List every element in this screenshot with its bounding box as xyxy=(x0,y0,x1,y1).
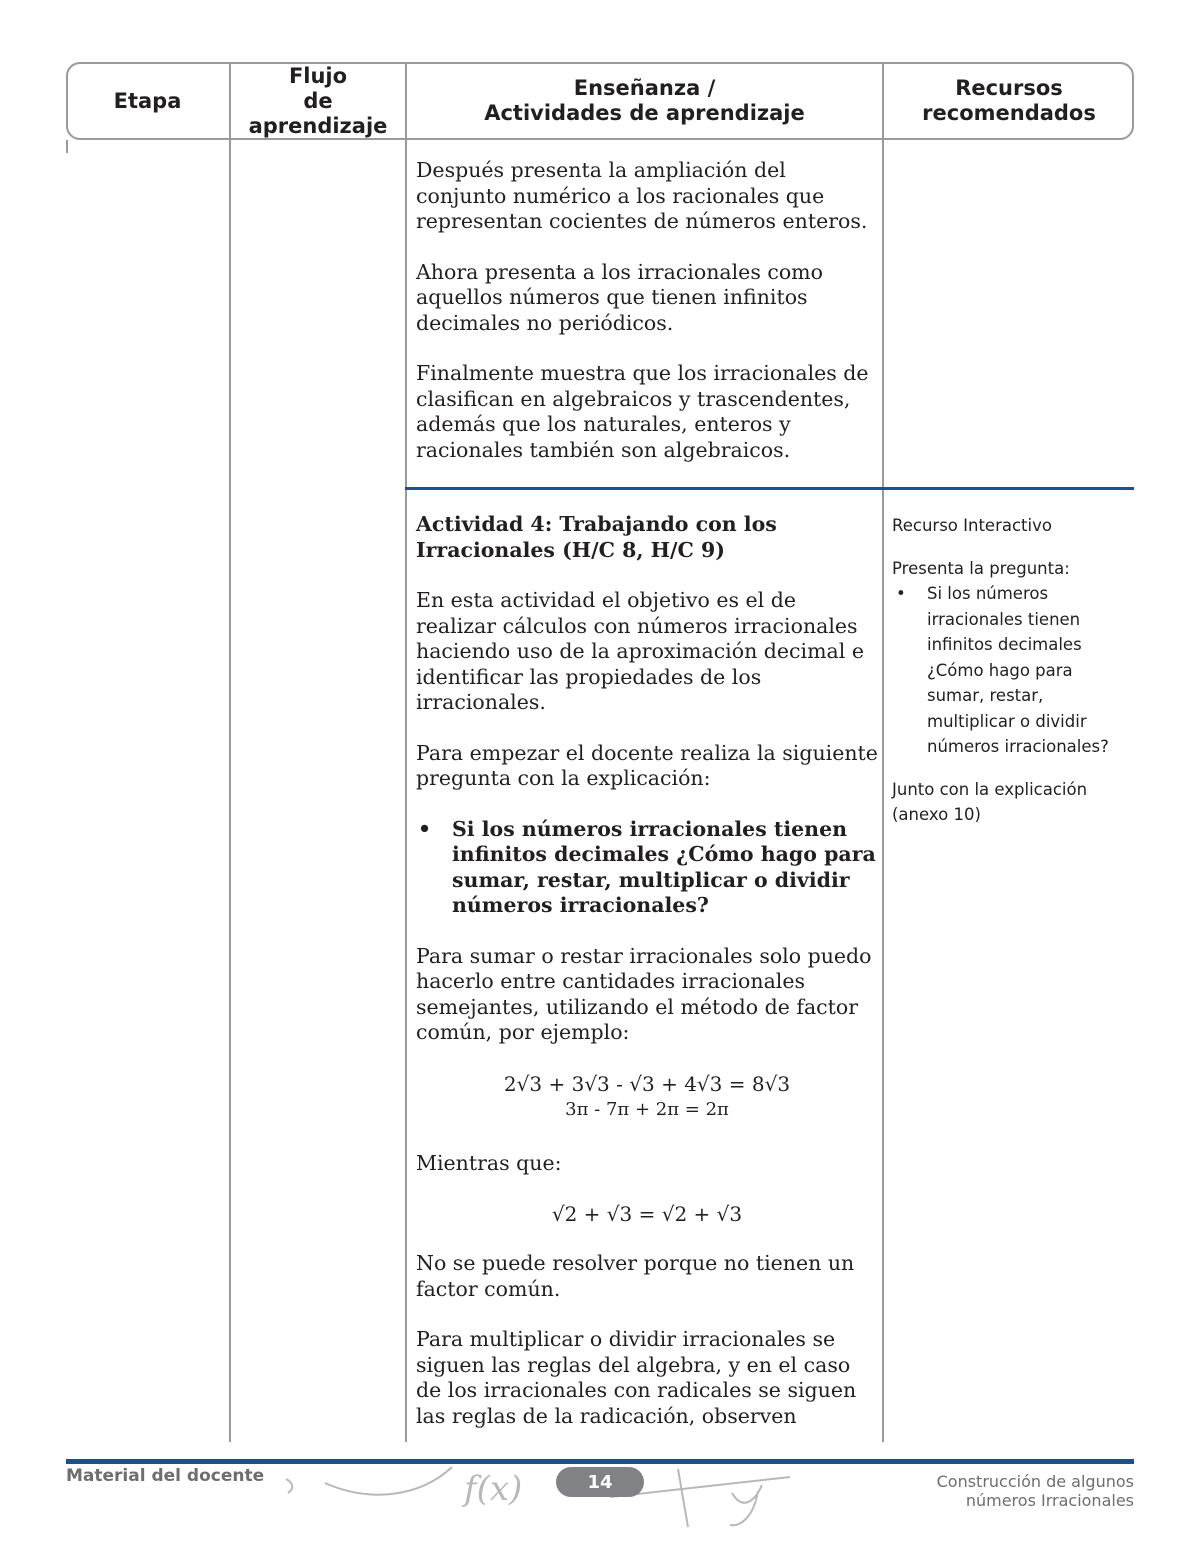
header-ensenanza xyxy=(407,62,882,140)
section2-content-bottom xyxy=(416,1251,880,1454)
header-ensenanza-line2: Actividades de aprendizaje xyxy=(484,101,805,125)
section1-paragraph-3: Finalmente muestra que los irracionales de clasifican en algebraicos y trascendentes, además que los naturales, enteros y racionales también son algebraicos. xyxy=(416,361,869,462)
activity-title: Actividad 4: Trabajando con los Irracionales (H/C 8, H/C 9) xyxy=(416,512,777,562)
header-ensenanza-line1: Enseñanza / xyxy=(573,76,716,100)
header-recursos-line2: recomendados xyxy=(922,101,1096,125)
header-flujo-line2: de aprendizaje xyxy=(248,88,388,138)
equation-unlike-roots: √2 + √3 = √2 + √3 xyxy=(551,1202,743,1226)
section2-content xyxy=(416,512,880,1071)
footer-book-title xyxy=(937,1472,1134,1510)
body-divider-2 xyxy=(405,140,407,1442)
header-recursos-line1: Recursos xyxy=(955,76,1063,100)
equation-pi-sum: 3π - 7π + 2π = 2π xyxy=(565,1099,729,1120)
page-number-text: 14 xyxy=(587,1471,613,1493)
header-etapa xyxy=(66,62,229,140)
section1-content xyxy=(416,158,878,488)
header-flujo-line1: Flujo xyxy=(288,63,348,88)
footer-book-title-line2: números Irracionales xyxy=(965,1491,1134,1510)
footer-math-decoration xyxy=(280,1455,800,1535)
section2-paragraph-1: En esta actividad el objetivo es el de realizar cálculos con números irracionales haciendo uso de la aproximación decimal e identificar las propiedades de los irracionales. xyxy=(416,588,864,714)
resources-content xyxy=(892,513,1128,845)
resource-title: Recurso Interactivo xyxy=(892,516,1052,535)
body-divider-1 xyxy=(229,140,231,1442)
section2-paragraph-5: No se puede resolver porque no tienen un factor común. xyxy=(416,1251,855,1301)
section2-paragraph-2: Para empezar el docente realiza la siguiente pregunta con la explicación: xyxy=(416,740,878,790)
body-divider-3 xyxy=(882,140,884,1442)
resource-intro: Presenta la pregunta: xyxy=(892,558,1070,578)
section2-paragraph-3: Para sumar o restar irracionales solo puedo hacerlo entre cantidades irracionales semejantes, utilizando el método de factor común, por ejemplo: xyxy=(416,943,872,1044)
section2-paragraph-6: Para multiplicar o dividir irracionales se siguen las reglas del algebra, y en el caso de los irracionales con radicales se siguen las reglas de la radicación, observen xyxy=(416,1327,857,1428)
section1-paragraph-1: Después presenta la ampliación del conjunto numérico a los racionales que representan cocientes de números enteros. xyxy=(416,158,868,233)
footer-book-title-line1: Construcción de algunos xyxy=(936,1472,1134,1491)
body-left-stub xyxy=(66,140,68,153)
page-number xyxy=(556,1467,644,1497)
question-bullet: • Si los números irracionales tienen infinitos decimales ¿Cómo hago para sumar, restar, multiplicar o dividir números irracionales? xyxy=(416,817,880,919)
footer-fx-glyph: f(x) xyxy=(464,1469,523,1509)
section1-paragraph-2: Ahora presenta a los irracionales como aquellos números que tienen infinitos decimales no periódicos. xyxy=(416,259,823,335)
resource-note: Junto con la explicación (anexo 10) xyxy=(892,779,1088,824)
section2-paragraph-4: Mientras que: xyxy=(416,1151,562,1175)
resource-bullet: • Si los números irracionales tienen infinitos decimales ¿Cómo hago para sumar, restar, multiplicar o dividir números irracionales? xyxy=(892,581,1128,760)
footer-material-label: Material del docente xyxy=(66,1466,265,1486)
header-flujo xyxy=(231,62,405,140)
header-recursos xyxy=(884,62,1134,140)
header-etapa-label: Etapa xyxy=(113,88,182,113)
equation-roots-sum: 2√3 + 3√3 - √3 + 4√3 = 8√3 xyxy=(503,1072,791,1096)
section2-mientras xyxy=(416,1151,880,1202)
